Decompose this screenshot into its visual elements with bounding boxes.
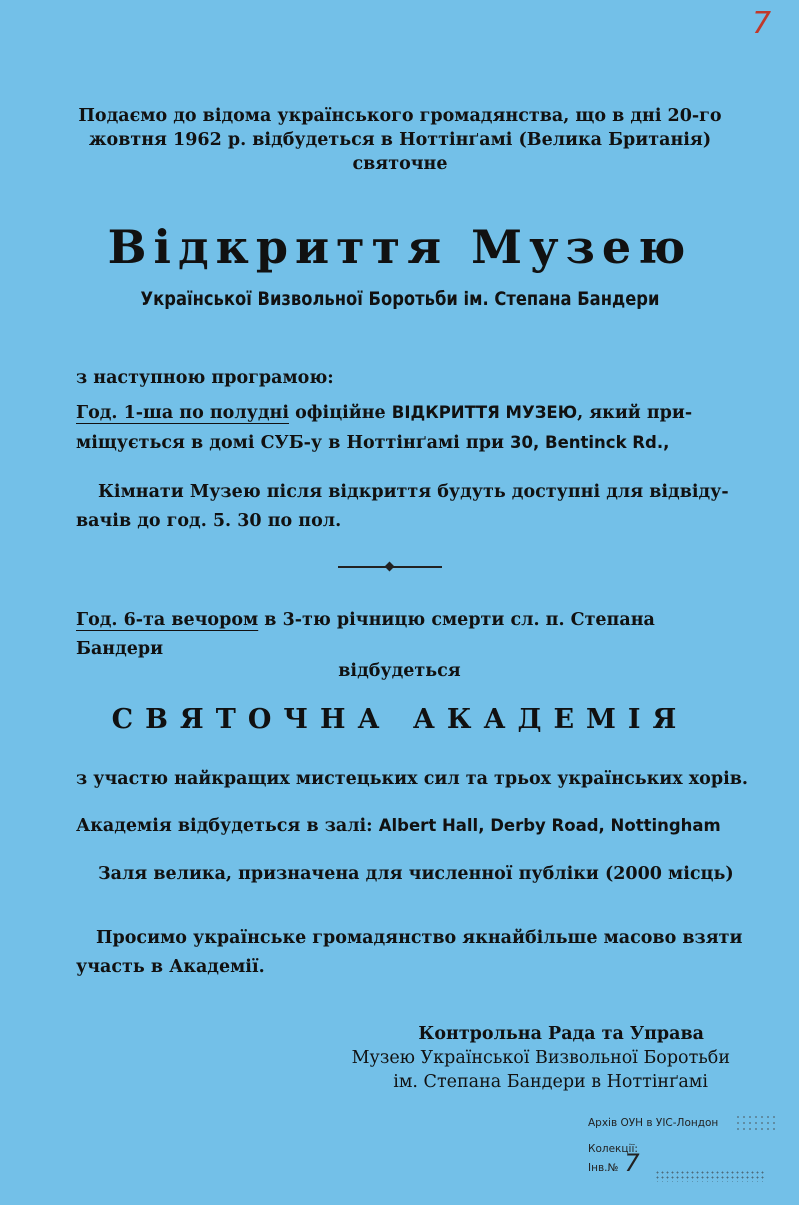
rooms-line-1: Кімнати Музею після відкриття будуть доступні для відвіду- [98,482,729,502]
item2-text: в 3-тю річницю смерти сл. п. Степана Бандери [76,610,655,659]
intro-line-1: Подаємо до відома українського громадянства, що в дні 20-го [78,106,722,126]
program-item-1 [76,398,736,458]
archive-stamp [588,1116,788,1175]
request-line-1: Просимо українське громадянство якнайбільше масово взяти [96,928,743,948]
item1-text-b: , який при- [577,403,693,423]
signature-line-2: Музею Української Визвольної Боротьби [351,1048,730,1068]
divider-diamond [385,562,395,572]
poster-title: Відкриття Музею [107,220,693,274]
academy-title: СВЯТОЧНА АКАДЕМІЯ [111,704,689,735]
rooms-line-2: вачів до год. 5. 30 по пол. [76,511,342,531]
stamp-inventory-label: Інв.№ [588,1162,619,1174]
intro-line-3: святочне [352,154,448,174]
item2-time: Год. 6-та вечором [76,610,259,630]
intro-paragraph [60,104,740,176]
stamp-inventory-number: 7 [624,1149,640,1177]
item1-text-a: офіційне [289,403,392,423]
program-item-2 [76,606,736,664]
item1-address: 30, Bentinck Rd., [510,433,670,452]
stamp-archive-name: Архів ОУН в УІС-Лондон [588,1117,719,1129]
signature-line-3: ім. Степана Бандери в Ноттінґамі [393,1072,708,1092]
intro-line-2: жовтня 1962 р. відбудеться в Ноттінґамі (Велика Британія) [88,130,712,150]
signature-block [300,1022,730,1094]
item1-caps: ВІДКРИТТЯ МУЗЕЮ [391,403,578,422]
item1-time: Год. 1-ша по полудні [76,403,289,423]
poster-subtitle: Української Визвольної Боротьби ім. Степана Бандери [140,288,660,310]
stamp-speckle-bottom [655,1170,765,1182]
signature-line-1: Контрольна Рада та Управа [418,1024,704,1044]
venue-prefix: Академія відбудеться в залі: [76,816,379,836]
venue-text [76,811,756,841]
will-be-text: відбудеться [338,661,461,681]
handwritten-page-number: 7 [752,6,772,41]
hall-text: Заля велика, призначена для численної публіки (2000 місць) [98,864,734,884]
request-line-2: участь в Академії. [76,957,265,977]
request-paragraph [76,924,756,982]
stamp-collections: Колекції: [588,1143,638,1155]
program-intro: з наступною програмою: [76,368,334,388]
venue-place: Albert Hall, Derby Road, Nottingham [378,816,721,835]
item1-line2-a: міщується в домі СУБ-у в Ноттінґамі при [76,433,511,453]
rooms-paragraph [76,478,736,536]
participation-text: з участю найкращих мистецьких сил та трьох українських хорів. [76,769,748,789]
